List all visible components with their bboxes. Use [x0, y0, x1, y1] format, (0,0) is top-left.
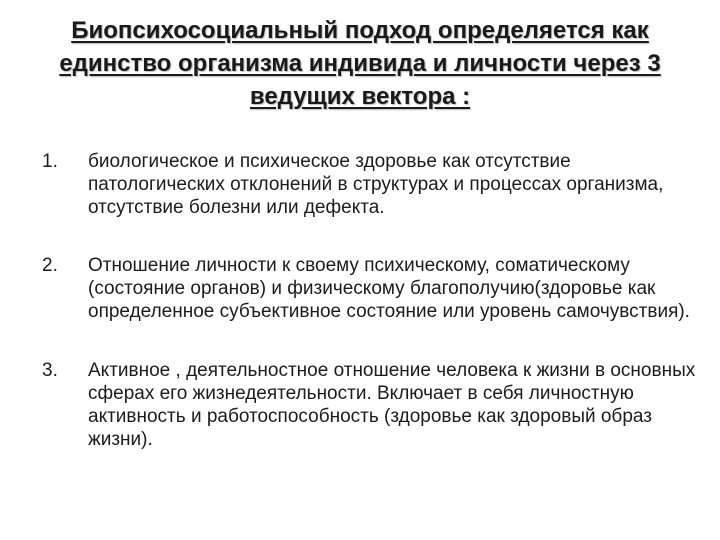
list-item-text: Активное , деятельностное отношение человека к жизни в основных сферах его жизнедеятельности. Включает в себя личностную активность и работоспособность (здоровье как здоровый образ жизни). — [88, 360, 696, 450]
numbered-list — [30, 150, 700, 451]
list-item — [30, 359, 700, 451]
list-item-text: биологическое и психическое здоровье как отсутствие патологических отклонений в структурах и процессах организма, отсутствие болезни или дефекта. — [88, 151, 664, 218]
list-item — [30, 150, 700, 219]
list-item-number: 3. — [42, 360, 58, 381]
list-item-number: 1. — [42, 151, 58, 172]
list-item-number: 2. — [42, 255, 58, 276]
slide-title: Биопсихосоциальный подход определяется как единство организма индивида и личности через 3 ведущих вектора : — [59, 17, 661, 110]
list-item-text: Отношение личности к своему психическому, соматическому (состояние органов) и физическому благополучию(здоровье как определенное субъективное состояние или уровень самочувствия). — [88, 255, 690, 322]
list-item — [30, 254, 700, 323]
